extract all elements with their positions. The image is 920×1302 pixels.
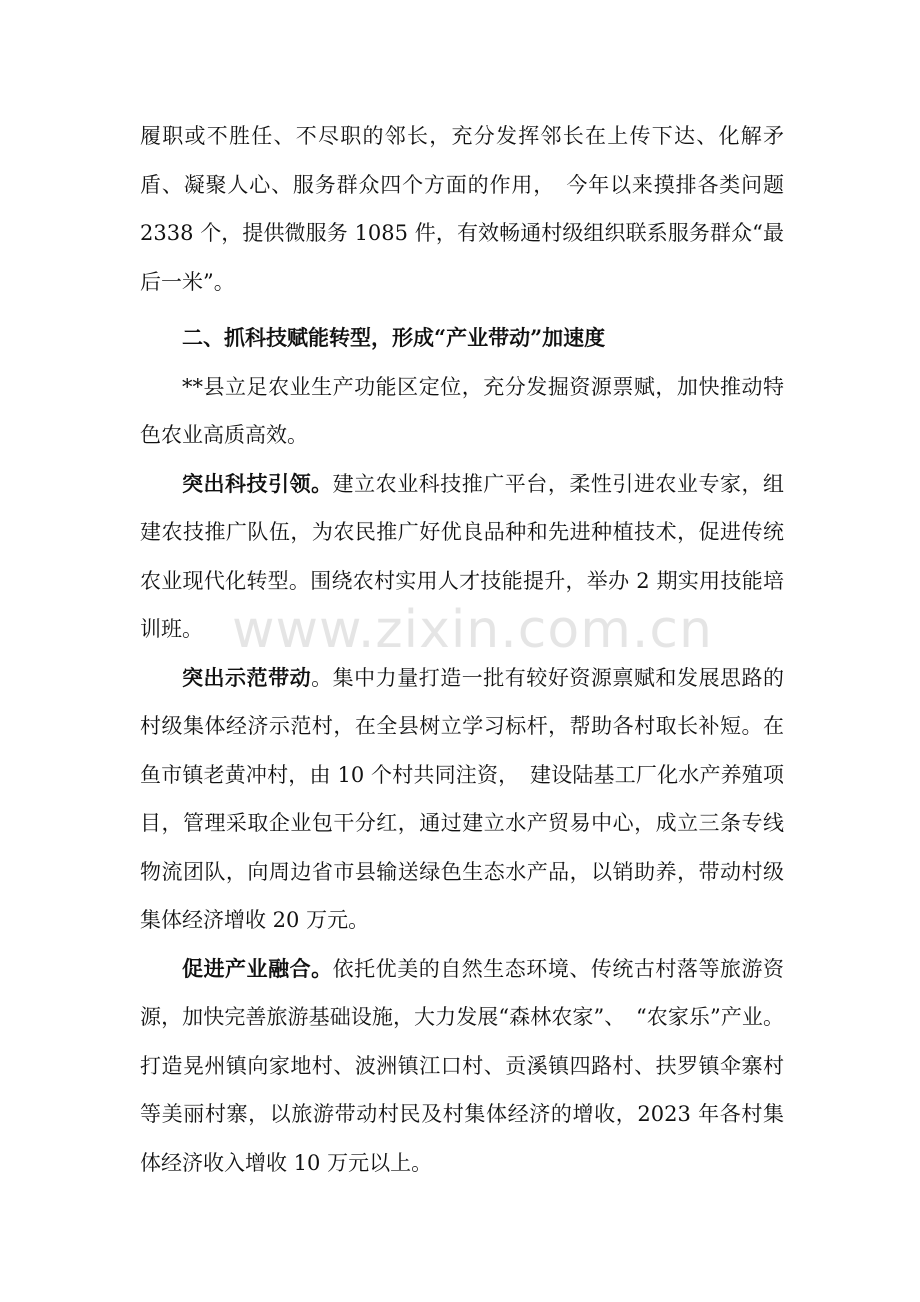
paragraph-text: 。集中力量打造一批有较好资源禀赋和发展思路的村级集体经济示范村，在全县树立学习标杆，帮助各村取长补短。在鱼市镇老黄冲村，由 10 个村共同注资， 建设陆基工厂化水产养殖项目，管理采取企业包干分红，通过建立水产贸易中心，成立三条专线物流团队，向周边省市县输送绿色生态水产品，以销助养，带动村级集体经济增收 20 万元。 [140, 665, 785, 932]
document-body [140, 112, 784, 1187]
paragraph-text: 依托优美的自然生态环境、传统古村落等旅游资源，加快完善旅游基础设施，大力发展“森林农家”、 “农家乐”产业。打造晃州镇向家地村、波洲镇江口村、贡溪镇四路村、扶罗镇伞寨村等美丽村寨，以旅游带动村民及村集体经济的增收，2023 年各村集体经济收入增收 10 万元以上。 [140, 956, 785, 1175]
paragraph-tech-lead [140, 460, 784, 654]
paragraph-intro: **县立足农业生产功能区定位，充分发掘资源票赋，加快推动特色农业高质高效。 [140, 374, 784, 447]
lead-phrase: 突出示范带动 [182, 664, 312, 690]
paragraph-demo-lead [140, 654, 784, 945]
watermark: www.zixin.com.cn [232, 600, 713, 660]
paragraph-text: 建立农业科技推广平台，柔性引进农业专家，组建农技推广队伍，为农民推广好优良品种和先进种植技术，促进传统农业现代化转型。围绕农村实用人才技能提升，举办 2 期实用技能培训班。 [140, 471, 785, 641]
paragraph-continuation: 履职或不胜任、不尽职的邻长，充分发挥邻长在上传下达、化解矛盾、凝聚人心、服务群众四个方面的作用， 今年以来摸排各类问题 2338 个，提供微服务 1085 件，有效畅通村级组织联系服务群众“最后一米”。 [140, 124, 784, 294]
lead-phrase: 突出科技引领。 [182, 470, 333, 496]
paragraph-industry-lead [140, 945, 784, 1188]
lead-phrase: 促进产业融合。 [182, 955, 333, 981]
section-heading: 二、抓科技赋能转型，形成“产业带动”加速度 [182, 325, 606, 350]
